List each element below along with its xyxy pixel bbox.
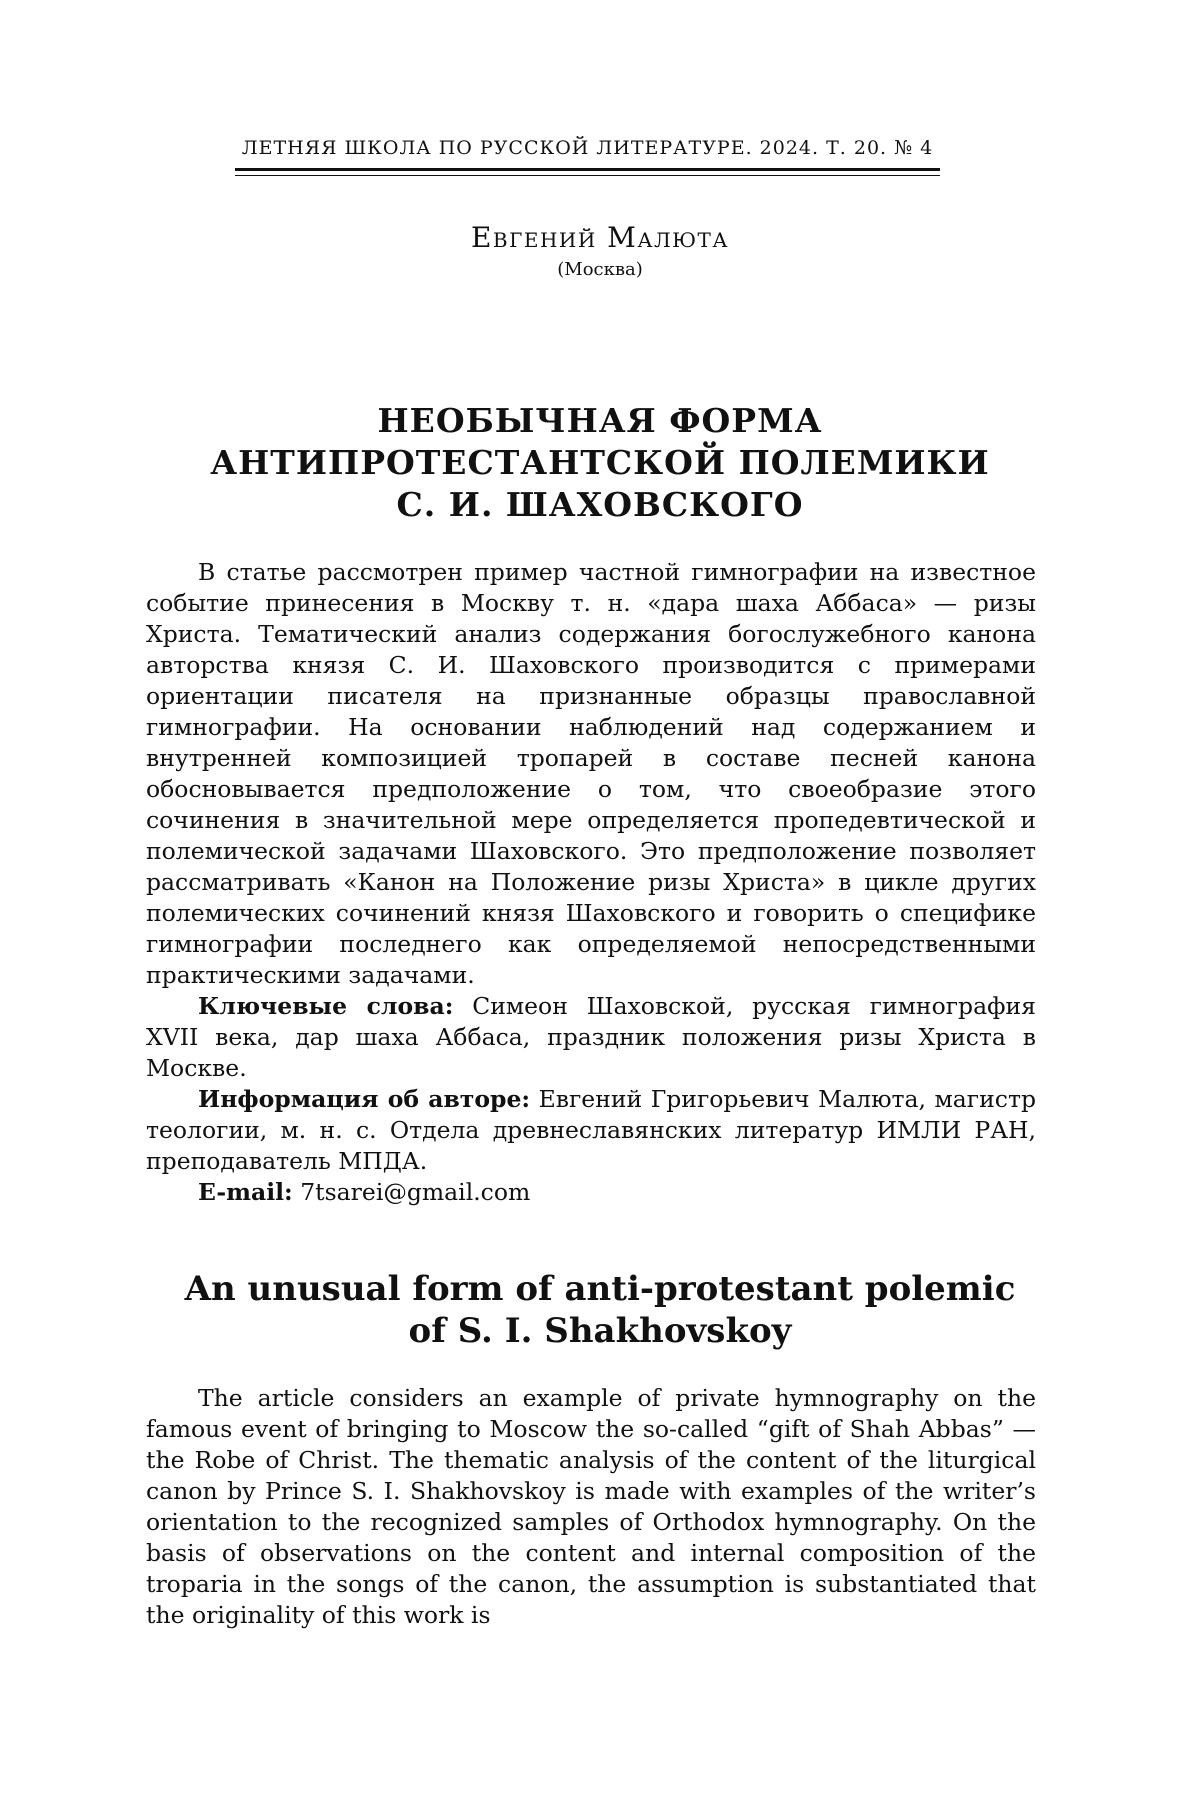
keywords-text: Симеон Шаховской, русская гимнография XVII века, дар шаха Аббаса, праздник положения ризы Христа в Москве.: [146, 992, 1036, 1082]
title-ru-line: АНТИПРОТЕСТАНТСКОЙ ПОЛЕМИКИ: [200, 442, 1000, 484]
author-city: (Москва): [0, 258, 1200, 282]
header-double-rule: [235, 168, 940, 176]
email-paragraph: [146, 1177, 1036, 1208]
keywords-paragraph: [146, 991, 1036, 1084]
article-title-en: [150, 1268, 1050, 1352]
abstract-en-text: The article considers an example of private hymnography on the famous event of bringing to Moscow the so-called “gift of Shah Abbas” — the Robe of Christ. The thematic analysis of the content of the liturgical canon by Prince S. I. Shakhovskoy is made with examples of the writer’s orientation to the recognized samples of Orthodox hymnography. On the basis of observations on the content and internal composition of the troparia in the songs of the canon, the assumption is substantiated that the originality of this work is: [146, 1383, 1036, 1631]
title-ru-line: НЕОБЫЧНАЯ ФОРМА: [200, 400, 1000, 442]
author-info-text: Евгений Григорьевич Малюта, магистр теологии, м. н. с. Отдела древнеславянских литератур ИМЛИ РАН, преподаватель МПДА.: [146, 1085, 1036, 1175]
email-address[interactable]: 7tsarei@gmail.com: [300, 1178, 530, 1206]
article-title-ru: [200, 400, 1000, 526]
keywords-label: Ключевые слова:: [198, 992, 453, 1020]
title-ru-line: С. И. ШАХОВСКОГО: [200, 484, 1000, 526]
document-page: [0, 0, 1200, 1800]
author-block: [0, 220, 1200, 282]
abstract-en: [146, 1383, 1036, 1631]
abstract-ru: [146, 557, 1036, 1208]
running-head: ЛЕТНЯЯ ШКОЛА ПО РУССКОЙ ЛИТЕРАТУРЕ. 2024. Т. 20. № 4: [235, 136, 940, 160]
title-en-line: An unusual form of anti-protestant polemic: [150, 1268, 1050, 1310]
title-en-line: of S. I. Shakhovskoy: [150, 1310, 1050, 1352]
author-name: Евгений Малюта: [0, 220, 1200, 256]
author-info-paragraph: [146, 1084, 1036, 1177]
author-info-label: Информация об авторе:: [198, 1085, 530, 1113]
email-label: E-mail:: [198, 1178, 293, 1206]
abstract-ru-text: В статье рассмотрен пример частной гимнографии на известное событие принесения в Москву т. н. «дара шаха Аббаса» — ризы Христа. Тематический анализ содержания богослужебного канона авторства князя С. И. Шаховского производится с примерами ориентации писателя на признанные образцы православной гимнографии. На основании наблюдений над содержанием и внутренней композицией тропарей в составе песней канона обосновывается предположение о том, что своеобразие этого сочинения в значительной мере определяется пропедевтической и полемической задачами Шаховского. Это предположение позволяет рассматривать «Канон на Положение ризы Христа» в цикле других полемических сочинений князя Шаховского и говорить о специфике гимнографии последнего как определяемой непосредственными практическими задачами.: [146, 557, 1036, 991]
